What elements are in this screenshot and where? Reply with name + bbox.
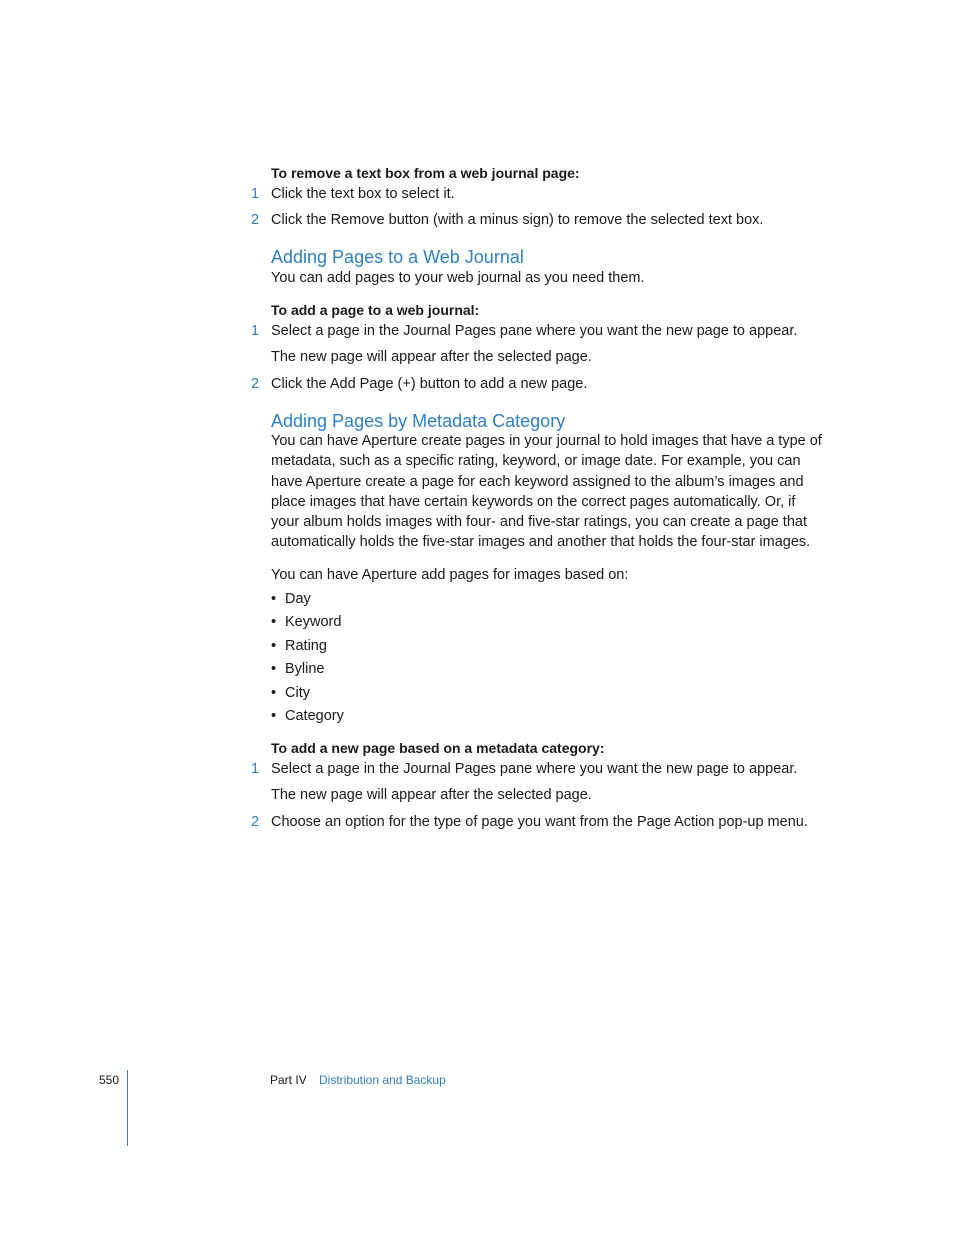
step-result-text: The new page will appear after the selected page.	[271, 349, 592, 365]
step-number: 2	[251, 376, 260, 392]
section-heading-metadata-category: Adding Pages by Metadata Category	[271, 411, 566, 431]
section-intro: You can add pages to your web journal as you need them.	[271, 270, 645, 286]
list-item: • Day	[271, 591, 311, 607]
step-text: Click the Add Page (+) button to add a new page.	[271, 376, 588, 392]
step-number: 1	[251, 761, 260, 777]
bullet-icon: •	[271, 707, 277, 724]
list-item: • Category	[271, 707, 344, 724]
footer-part-label: Part IV	[270, 1073, 307, 1087]
list-item: • City	[271, 684, 310, 701]
step-text: Select a page in the Journal Pages pane where you want the new page to appear.	[271, 323, 798, 339]
step-text: Select a page in the Journal Pages pane where you want the new page to appear.	[271, 761, 798, 777]
list-intro: You can have Aperture add pages for images based on:	[271, 567, 629, 583]
footer-divider	[127, 1070, 128, 1146]
metadata-bullet-list	[271, 589, 344, 729]
bullet-icon: •	[271, 661, 277, 678]
step-number: 2	[251, 212, 260, 228]
bullet-icon: •	[271, 637, 277, 654]
step-number: 1	[251, 323, 260, 339]
list-item: • Keyword	[271, 614, 342, 631]
list-item: • Byline	[271, 661, 325, 678]
bullet-icon: •	[271, 684, 277, 701]
list-item: • Rating	[271, 637, 327, 654]
step-result-text: The new page will appear after the selected page.	[271, 787, 592, 803]
bullet-icon: •	[271, 591, 277, 607]
step-text: Click the text box to select it.	[271, 186, 455, 202]
section-heading-adding-pages: Adding Pages to a Web Journal	[271, 247, 524, 267]
footer-chapter-title: Distribution and Backup	[319, 1073, 446, 1087]
step-number: 2	[251, 814, 260, 830]
task-title-add-metadata-page: To add a new page based on a metadata category:	[271, 740, 605, 756]
bullet-icon: •	[271, 614, 277, 631]
page-number: 550	[99, 1073, 120, 1087]
step-number: 1	[251, 186, 260, 202]
step-text: Choose an option for the type of page you want from the Page Action pop-up menu.	[271, 814, 808, 830]
task-title-remove-text-box: To remove a text box from a web journal page:	[271, 165, 580, 181]
task-title-add-page: To add a page to a web journal:	[271, 302, 480, 318]
section-paragraph: You can have Aperture create pages in your journal to hold images that have a type of metadata, such as a specific rating, keyword, or image date. For example, you can have Aperture create a page for each keyword assigned to the album’s images and place images that have certain keywords on the correct pages automatically. Or, if your album holds images with four- and five-star ratings, you can create a page that automatically holds the five-star images and another that holds the four-star images.	[271, 433, 822, 551]
step-text: Click the Remove button (with a minus sign) to remove the selected text box.	[271, 212, 764, 228]
